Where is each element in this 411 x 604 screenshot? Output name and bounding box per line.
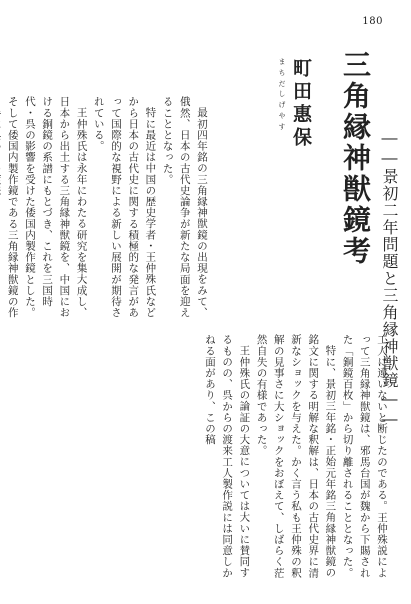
paragraph: 特に最近は中国の歴史学者・王仲殊氏などから日本の古代史に関する積極的な発言があって国際的な視野による新しい展開が期待されている。 <box>92 96 157 318</box>
page-number: 180 <box>362 16 383 27</box>
author-name: 町田惠保 <box>290 58 312 150</box>
paragraph: 特に、景初三年銘・正始元年銘三角縁神獣鏡の銘文に関する明解な釈解は、日本の古代史界に清新なショックを与えた。かく言う私も王仲殊の釈解の見事さに大ショックをおぼえて、しばらく茫然自失の有様であった。 <box>255 334 337 579</box>
article-subtitle: ――景初二年問題と三角縁神獣鏡―― <box>380 128 399 429</box>
body-text-upper <box>6 96 210 318</box>
paragraph: 王仲殊氏は永年にわたる研究を集大成し、日本から出土する三角縁神獣鏡を、中国における銅鏡の系譜にもとづき、これを三国時代・呉の影響を受けた倭国内製作鏡とした。そして倭国内製作鏡である三角縁神獣鏡の作 <box>6 96 88 318</box>
author-block <box>255 48 325 168</box>
author-furigana-given: しげやす <box>278 90 286 134</box>
body-text-lower <box>38 334 390 580</box>
article-title: 三角縁神獣鏡考 <box>339 50 372 267</box>
paragraph: 最初四年銘の三角縁神獣鏡の出現をみて、俄然、日本の古代史論争が新たな局面を迎えることとなった。 <box>161 96 208 318</box>
paragraph: 王仲殊氏の論証の大意については大いに賛同するものの、呉からの渡来工人製作説には同意しかねる面があり、この稿 <box>203 334 251 579</box>
author-furigana-family: まちだ <box>278 58 286 91</box>
paragraph: 工人に違いないと断じたのである。王仲殊説によって三角縁神獣鏡は、邪馬台国が魏から下賜された「銅鏡百枚」から切り離されることとなった。 <box>341 334 388 579</box>
